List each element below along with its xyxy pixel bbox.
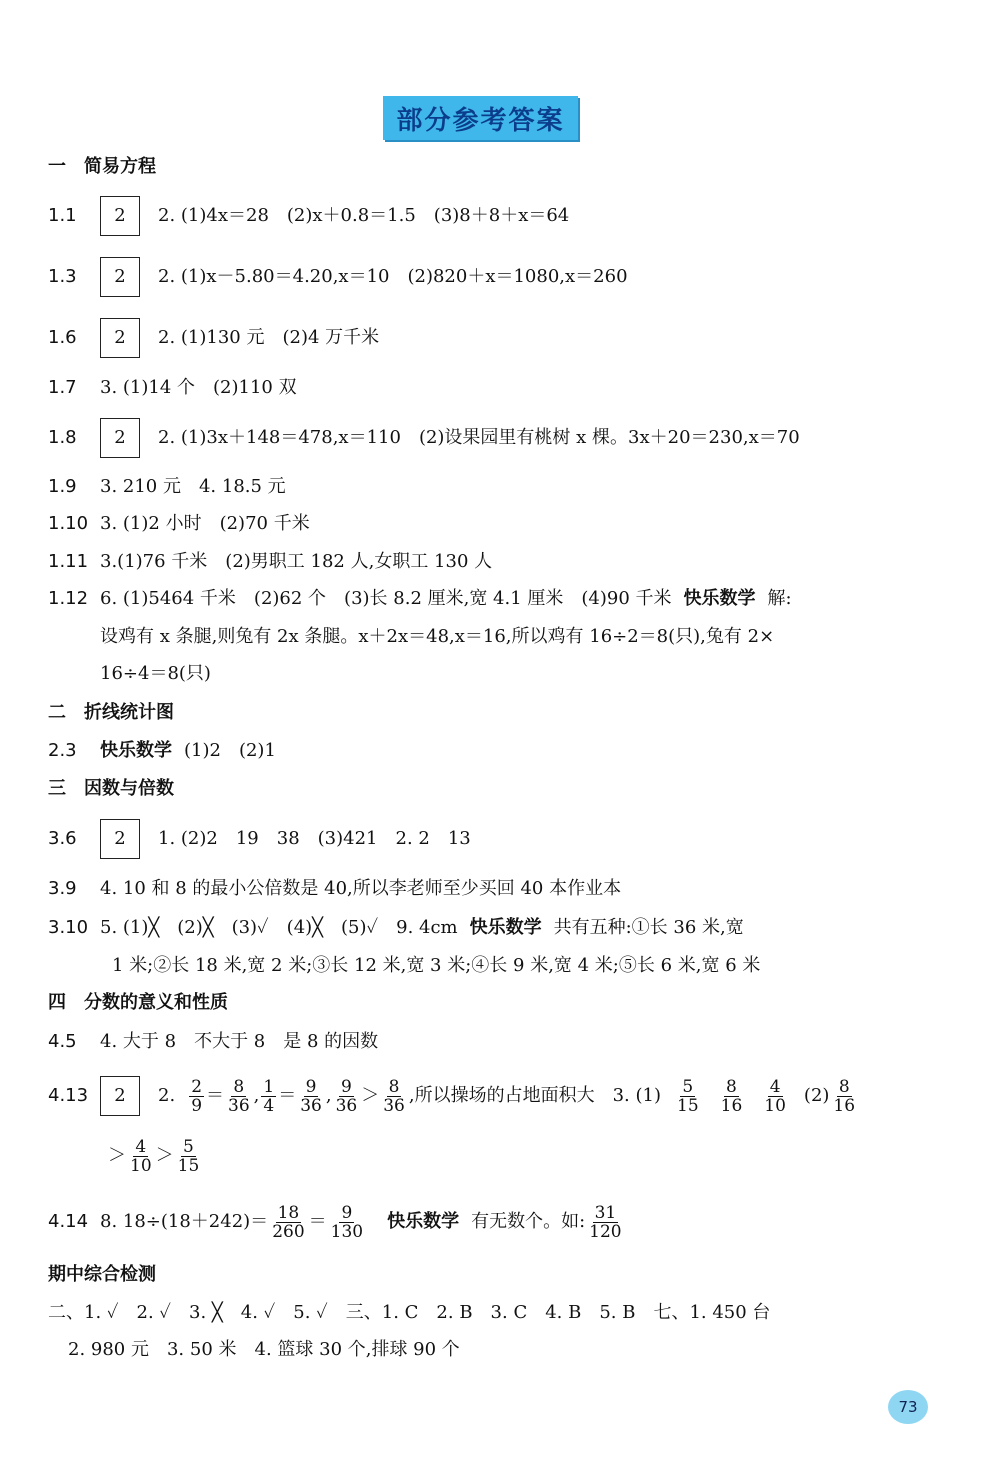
answer-box: 2: [100, 196, 140, 236]
answer-row-3-10: 3.10 5. (1)╳ (2)╳ (3)✓ (4)╳ (5)✓ 9. 4cm 快乐数学 共有五种:①长 36 米,宽: [48, 915, 960, 941]
answer-row-4-5: 4.5 4. 大于 8 不大于 8 是 8 的因数: [48, 1031, 379, 1052]
happy-math-label: 快乐数学: [100, 740, 172, 761]
answer-row-1-12-cont2: 16÷4＝8(只): [100, 663, 211, 684]
fraction: $\frac{1}{4}$: [263, 1076, 275, 1116]
answer-box: 2: [100, 318, 140, 358]
midterm-answers-line-2: 2. 980 元 3. 50 米 4. 篮球 30 个,排球 90 个: [68, 1339, 460, 1360]
answer-row-1-12: 1.12 6. (1)5464 千米 (2)62 个 (3)长 8.2 厘米,宽 4.1 厘米 (4)90 千米 快乐数学 解:: [48, 586, 960, 612]
fraction: $\frac{4}{10}$: [130, 1136, 152, 1176]
fraction: $\frac{4}{10}$: [764, 1076, 786, 1116]
page-number: 73: [888, 1390, 928, 1424]
answer-row-4-13-cont: ＞ $\frac{4}{10}$ ＞ $\frac{5}{15}$: [108, 1136, 200, 1176]
answer-row-1-3: 1.3 2 2. (1)x－5.80＝4.20,x＝10 (2)820＋x＝1080,x＝260: [48, 257, 960, 297]
answer-box: 2: [100, 819, 140, 859]
fraction: $\frac{8}{16}$: [833, 1076, 856, 1116]
answer-box: 2: [100, 1076, 140, 1116]
answer-row-1-9: 1.9 3. 210 元 4. 18.5 元: [48, 476, 286, 497]
answer-row-1-1: 1.1 2 2. (1)4x＝28 (2)x＋0.8＝1.5 (3)8＋8＋x＝64: [48, 196, 960, 236]
section-heading-factors: 三 因数与倍数: [48, 778, 174, 799]
page-title: 部分参考答案: [396, 105, 565, 136]
fraction: $\frac{9}{36}$: [335, 1076, 358, 1116]
midterm-answers-line-1: 二、1. ✓ 2. ✓ 3. ╳ 4. ✓ 5. ✓ 三、1. C 2. B 3. C 4. B 5. B 七、1. 450 台: [48, 1302, 771, 1323]
fraction: $\frac{9}{36}$: [300, 1076, 322, 1116]
answer-row-4-13: 4.13 2 2. $\frac{2}{9}$ ＝ $\frac{8}{36}$ , $\frac{1}{4}$ ＝ $\frac{9}{36}$ , $\frac{9}{36}$ ＞ $\frac{8}{36}$ ,所以操场的占地面积大 3. (1) $\frac{5}{15}$ $\frac{8}{16}$ $\frac{4}{10}$ (2) $\frac{8}{16}$: [48, 1076, 856, 1116]
answer-row-3-9: 3.9 4. 10 和 8 的最小公倍数是 40,所以李老师至少买回 40 本作业本: [48, 878, 622, 899]
answer-box: 2: [100, 418, 140, 458]
happy-math-label: 快乐数学: [387, 1211, 460, 1232]
section-heading-midterm: 期中综合检测: [48, 1264, 156, 1285]
fraction: $\frac{2}{9}$: [191, 1076, 203, 1116]
fraction: $\frac{18}{260}$: [272, 1202, 305, 1242]
section-heading-equations: 一 简易方程: [48, 156, 156, 177]
answer-row-1-7: 1.7 3. (1)14 个 (2)110 双: [48, 377, 297, 398]
happy-math-label: 快乐数学: [683, 588, 756, 609]
answer-row-2-3: 2.3 快乐数学 (1)2 (2)1: [48, 738, 960, 764]
answer-row-1-8: 1.8 2 2. (1)3x＋148＝478,x＝110 (2)设果园里有桃树 x 棵。3x＋20＝230,x＝70: [48, 418, 960, 458]
answer-row-1-10: 1.10 3. (1)2 小时 (2)70 千米: [48, 513, 310, 534]
fraction: $\frac{8}{36}$: [383, 1076, 405, 1116]
fraction: $\frac{5}{15}$: [177, 1136, 200, 1176]
section-heading-line-chart: 二 折线统计图: [48, 702, 174, 723]
answer-row-1-11: 1.11 3.(1)76 千米 (2)男职工 182 人,女职工 130 人: [48, 551, 493, 572]
answer-row-1-12-cont1: 设鸡有 x 条腿,则兔有 2x 条腿。x＋2x＝48,x＝16,所以鸡有 16÷2＝8(只),兔有 2×: [100, 626, 775, 647]
answer-row-3-10-cont: 1 米;②长 18 米,宽 2 米;③长 12 米,宽 3 米;④长 9 米,宽 4 米;⑤长 6 米,宽 6 米: [112, 955, 761, 976]
answer-row-1-6: 1.6 2 2. (1)130 元 (2)4 万千米: [48, 318, 960, 358]
answer-row-3-6: 3.6 2 1. (2)2 19 38 (3)421 2. 2 13: [48, 819, 960, 859]
answer-row-4-14: 4.14 8. 18÷(18＋242)＝ $\frac{18}{260}$ ＝ $\frac{9}{130}$ 快乐数学 有无数个。如: $\frac{31}{120}$: [48, 1202, 622, 1242]
section-heading-fractions: 四 分数的意义和性质: [48, 992, 228, 1013]
happy-math-label: 快乐数学: [469, 917, 542, 938]
fraction: $\frac{5}{15}$: [677, 1076, 699, 1116]
fraction: $\frac{8}{36}$: [228, 1076, 250, 1116]
fraction: $\frac{8}{16}$: [720, 1076, 743, 1116]
answer-box: 2: [100, 257, 140, 297]
fraction: $\frac{9}{130}$: [330, 1202, 364, 1242]
answer-title-banner: [383, 96, 578, 140]
fraction: $\frac{31}{120}$: [589, 1202, 622, 1242]
